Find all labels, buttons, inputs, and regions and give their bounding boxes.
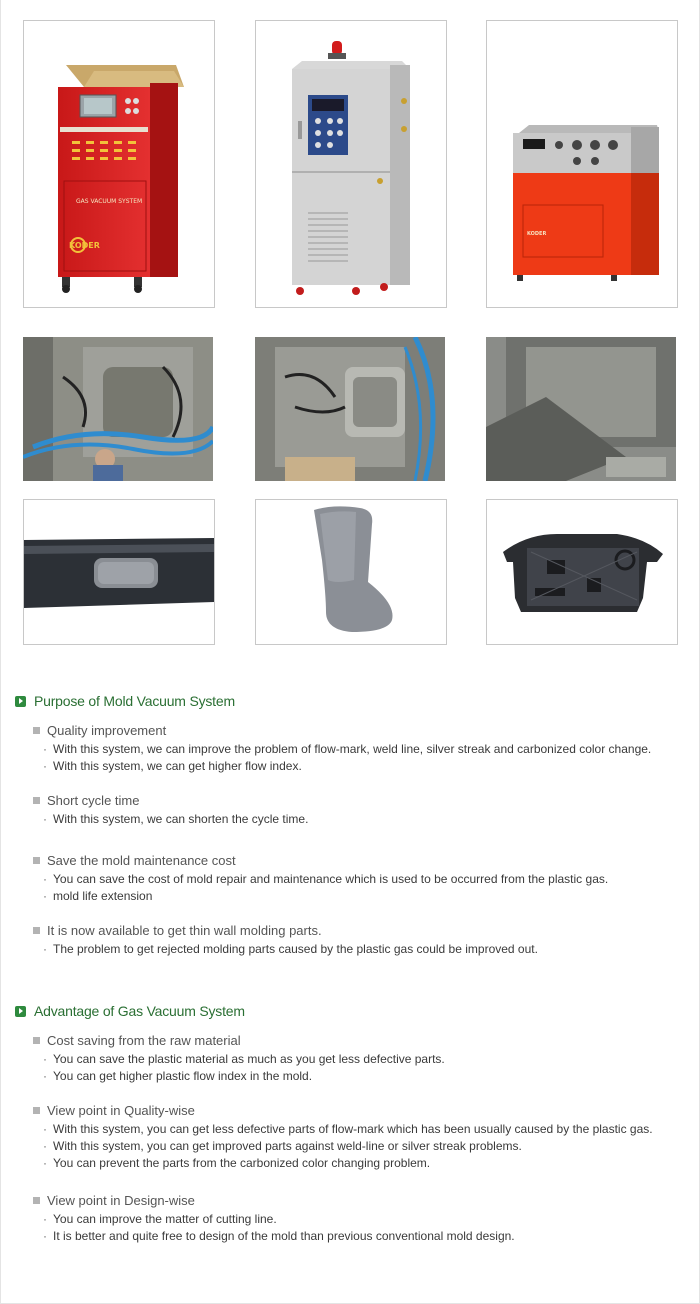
square-bullet-icon: [33, 727, 40, 734]
purpose-item-cycle: [33, 792, 683, 828]
purpose-section: [15, 692, 687, 710]
list-item: · You can improve the matter of cutting line.: [43, 1212, 277, 1226]
mold-photo-blue-hoses: [23, 337, 213, 481]
section-arrow-icon: [15, 696, 26, 707]
part-photo-dashboard-frame: [486, 499, 678, 645]
item-title: View point in Quality-wise: [47, 1102, 195, 1118]
advantage-section: [15, 1002, 687, 1020]
item-title: Save the mold maintenance cost: [47, 852, 236, 868]
item-title: It is now available to get thin wall molding parts.: [47, 922, 322, 938]
purpose-item-quality: [33, 722, 683, 775]
purpose-item-maintenance: [33, 852, 683, 905]
part-photo-strip: [23, 499, 215, 645]
list-item: · You can prevent the parts from the carbonized color changing problem.: [43, 1156, 431, 1170]
section-arrow-icon: [15, 1006, 26, 1017]
mold-photo-core-closeup: [486, 337, 676, 481]
mold-photo-seat-cavity: [255, 337, 445, 481]
machine-label: GAS VACUUM SYSTEM: [76, 198, 143, 205]
square-bullet-icon: [33, 1197, 40, 1204]
list-item: · The problem to get rejected molding parts caused by the plastic gas could be improved out.: [43, 942, 538, 956]
list-item: · It is better and quite free to design of the mold than previous conventional mold design.: [43, 1229, 515, 1243]
list-item: · With this system, we can shorten the cycle time.: [43, 812, 309, 826]
advantage-item-design: [33, 1192, 683, 1245]
item-title: Short cycle time: [47, 792, 140, 808]
machine-photo-gray: [255, 20, 447, 308]
square-bullet-icon: [33, 857, 40, 864]
part-photo-seat: [255, 499, 447, 645]
section-title: Advantage of Gas Vacuum System: [34, 1003, 245, 1019]
machine-brand-orange: KODER: [527, 231, 547, 237]
advantage-item-quality: [33, 1102, 683, 1172]
section-title: Purpose of Mold Vacuum System: [34, 693, 235, 709]
list-item: · You can save the plastic material as much as you get less defective parts.: [43, 1052, 445, 1066]
square-bullet-icon: [33, 1037, 40, 1044]
list-item: · You can get higher plastic flow index in the mold.: [43, 1069, 313, 1083]
square-bullet-icon: [33, 797, 40, 804]
list-item: · With this system, we can improve the problem of flow-mark, weld line, silver streak and carbonized color change.: [43, 742, 652, 756]
machine-brand: KODER: [69, 241, 100, 250]
item-title: Quality improvement: [47, 722, 167, 738]
square-bullet-icon: [33, 1107, 40, 1114]
machine-photo-red: [23, 20, 215, 308]
advantage-item-cost: [33, 1032, 683, 1085]
item-title: Cost saving from the raw material: [47, 1032, 241, 1048]
item-title: View point in Design-wise: [47, 1192, 195, 1208]
list-item: · With this system, you can get improved parts against weld-line or silver streak problems.: [43, 1139, 522, 1153]
list-item: · mold life extension: [43, 889, 153, 903]
machine-photo-orange: [486, 20, 678, 308]
list-item: · You can save the cost of mold repair and maintenance which is used to be occurred from the plastic gas.: [43, 872, 609, 886]
square-bullet-icon: [33, 927, 40, 934]
purpose-item-thin-wall: [33, 922, 683, 958]
list-item: · With this system, you can get less defective parts of flow-mark which has been usually caused by the plastic gas.: [43, 1122, 653, 1136]
list-item: · With this system, we can get higher flow index.: [43, 759, 302, 773]
